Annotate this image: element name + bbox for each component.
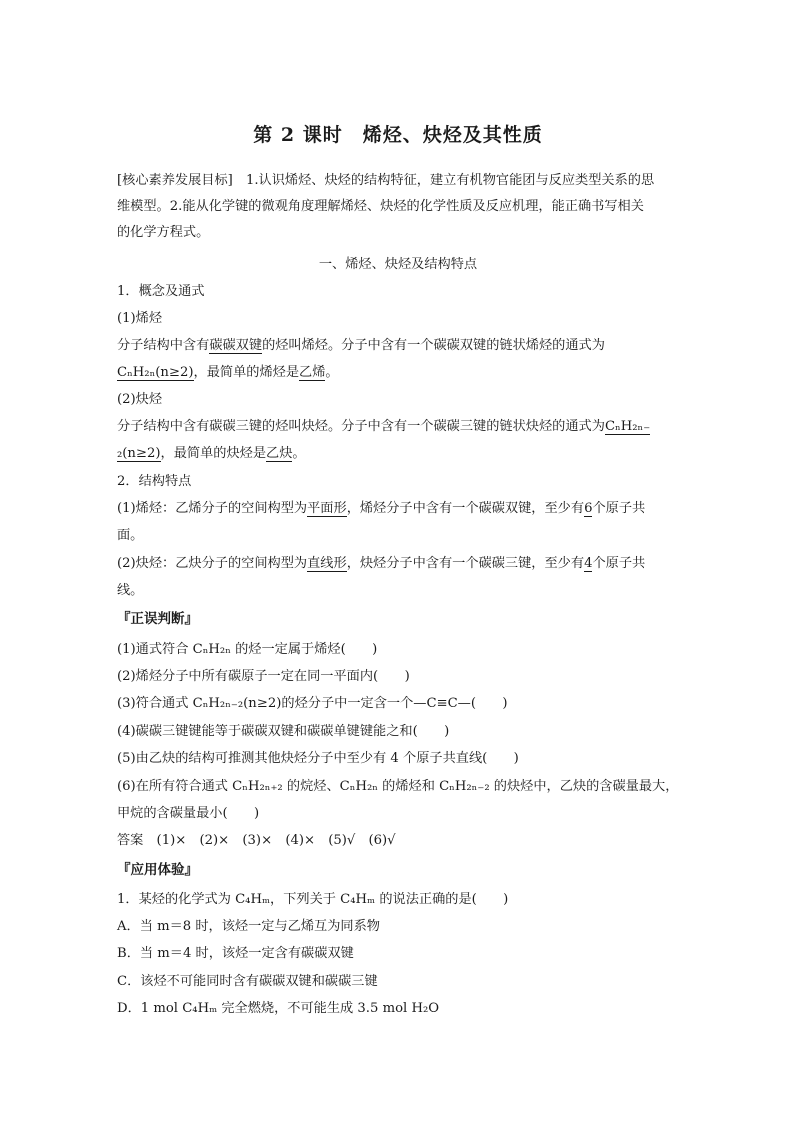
judge-header: 『正误判断』 (117, 611, 198, 627)
answer-blank: CₙH₂ₙ(n≥2) (117, 365, 194, 380)
judge-item-6-line-1: (6)在所有符合通式 CₙH₂ₙ₊₂ 的烷烃、CₙH₂ₙ 的烯烃和 CₙH₂ₙ₋₂ 的炔烃中，乙炔的含碳量最大， (117, 779, 679, 794)
page-title: 第 2 课时 烯烃、炔烃及其性质 (253, 124, 543, 146)
text: 。 (325, 365, 339, 380)
judge-item-6-line-2: 甲烷的含碳量最小( ) (117, 806, 260, 821)
question-stem: 1．某烃的化学式为 C₄Hₘ，下列关于 C₄Hₘ 的说法正确的是( ) (117, 892, 509, 907)
text: ，最简单的烯烃是 (193, 365, 300, 380)
structure-alkyne-line-2: 线。 (117, 583, 144, 598)
apply-header: 『应用体验』 (117, 862, 198, 878)
answer-blank: ₂(n≥2) (117, 446, 161, 461)
alkene-definition-line-2 (117, 360, 679, 386)
structure-alkyne-line-1 (117, 551, 679, 577)
heading-concept: 1．概念及通式 (117, 284, 205, 299)
alkyne-definition-line-1 (117, 414, 679, 440)
text: 。 (292, 446, 306, 461)
answer-blank: 乙炔 (266, 446, 293, 461)
judge-item-4: (4)碳碳三键键能等于碳碳双键和碳碳单键键能之和( ) (117, 724, 450, 739)
answer-blank: 4 (584, 556, 593, 571)
judge-item-5: (5)由乙炔的结构可推测其他炔烃分子中至少有 4 个原子共直线( ) (117, 751, 519, 766)
answer-blank: 碳碳双键 (209, 338, 263, 353)
text: 分子结构中含有碳碳三键的烃叫炔烃。分子中含有一个碳碳三键的链状炔烃的通式为 (117, 419, 605, 434)
heading-structure: 2．结构特点 (117, 474, 192, 489)
goal-line-2: 维模型。2.能从化学键的微观角度理解烯烃、炔烃的化学性质及反应机理，能正确书写相关 (117, 199, 644, 214)
alkyne-definition-line-2 (117, 441, 679, 467)
judge-item-2: (2)烯烃分子中所有碳原子一定在同一平面内( ) (117, 669, 410, 684)
text: (1)烯烃：乙烯分子的空间构型为 (117, 501, 308, 516)
text: (2)炔烃：乙炔分子的空间构型为 (117, 556, 308, 571)
judge-item-3: (3)符合通式 CₙH₂ₙ₋₂(n≥2)的烃分子中一定含一个—C≡C—( ) (117, 696, 508, 711)
answer-blank: CₙH₂ₙ₋ (604, 419, 651, 434)
answer-blank: 6 (584, 501, 593, 516)
text: ，最简单的炔烃是 (160, 446, 267, 461)
option-c: C．该烃不可能同时含有碳碳双键和碳碳三键 (117, 974, 378, 989)
judge-item-1: (1)通式符合 CₙH₂ₙ 的烃一定属于烯烃( ) (117, 642, 378, 657)
text: 个原子共 (592, 501, 646, 516)
option-b: B．当 m＝4 时，该烃一定含有碳碳双键 (117, 946, 354, 961)
structure-alkene-line-1 (117, 496, 679, 522)
section-heading: 一、烯烃、炔烃及结构特点 (318, 257, 478, 272)
text: 的烃叫烯烃。分子中含有一个碳碳双键的链状烯烃的通式为 (262, 338, 605, 353)
alkene-definition-line-1 (117, 333, 679, 359)
answer-line: 答案 (1)× (2)× (3)× (4)× (5)√ (6)√ (117, 833, 396, 848)
goal-line-3: 的化学方程式。 (117, 225, 210, 240)
text: ，烯烃分子中含有一个碳碳双键，至少有 (346, 501, 585, 516)
goal-line-1: [核心素养发展目标] 1.认识烯烃、炔烃的结构特征，建立有机物官能团与反应类型关系的思 (117, 173, 655, 188)
text: ，炔烃分子中含有一个碳碳三键，至少有 (346, 556, 585, 571)
alkyne-label: (2)炔烃 (117, 392, 163, 407)
option-d: D．1 mol C₄Hₘ 完全燃烧，不可能生成 3.5 mol H₂O (117, 1001, 440, 1016)
structure-alkene-line-2: 面。 (117, 528, 144, 543)
answer-blank: 直线形 (307, 556, 347, 571)
answer-blank: 平面形 (307, 501, 347, 516)
answer-blank: 乙烯 (299, 365, 326, 380)
text: 分子结构中含有 (117, 338, 210, 353)
alkene-label: (1)烯烃 (117, 311, 163, 326)
option-a: A．当 m＝8 时，该烃一定与乙烯互为同系物 (117, 919, 380, 934)
text: 个原子共 (592, 556, 646, 571)
